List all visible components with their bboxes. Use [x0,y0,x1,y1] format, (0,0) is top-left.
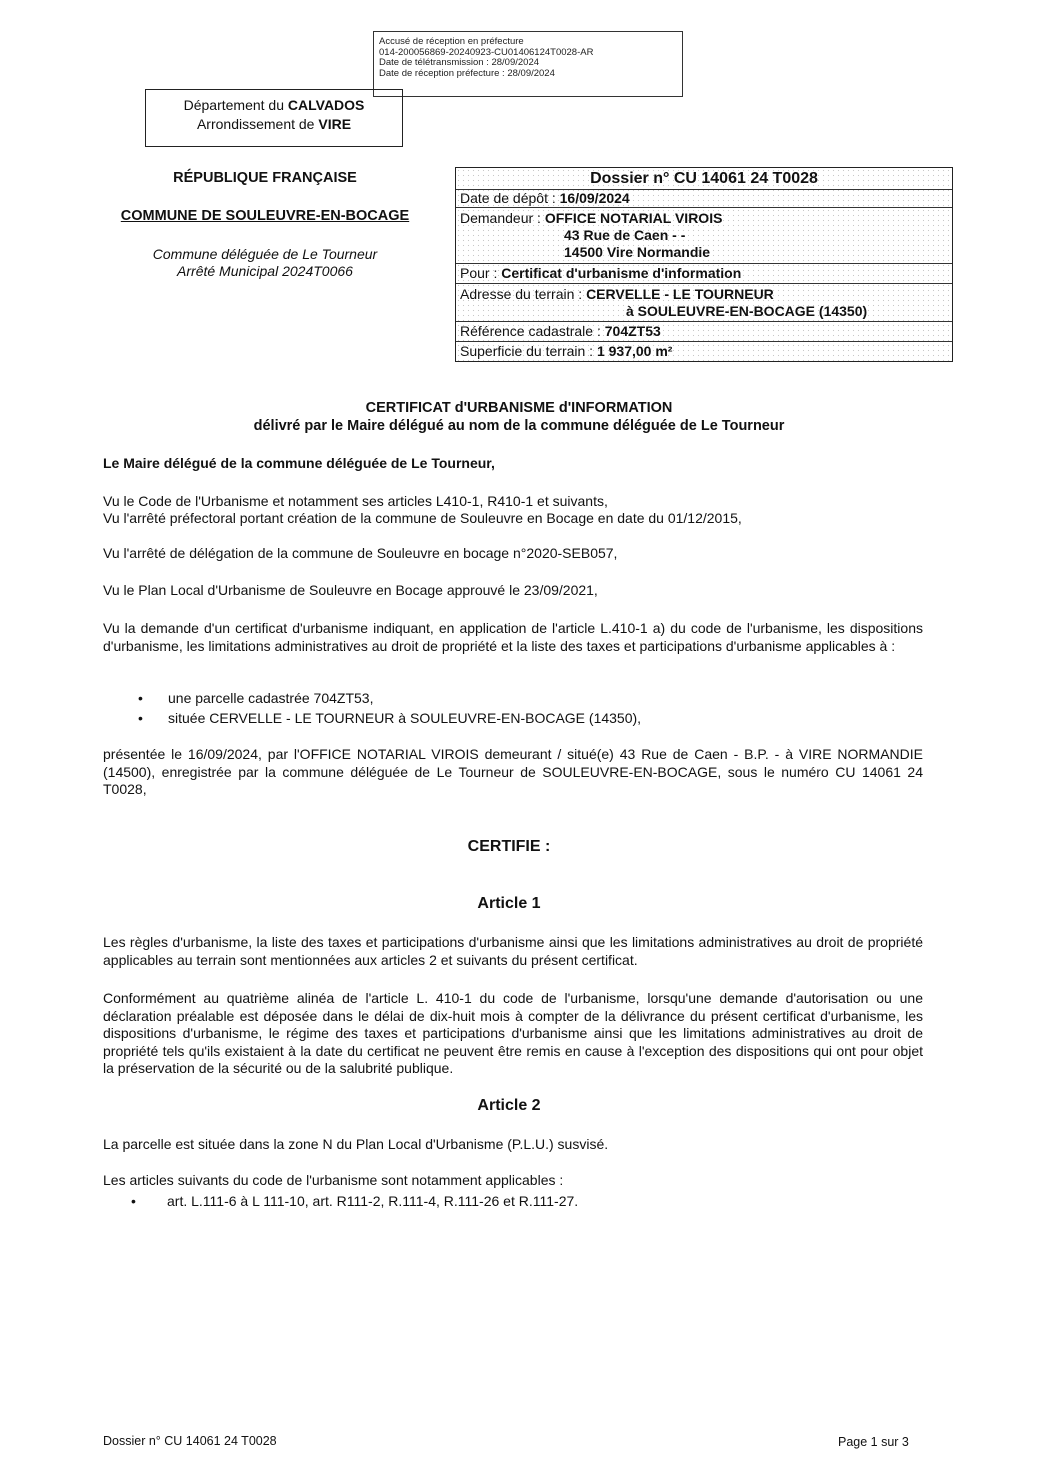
list-item-text: art. L.111-6 à L 111-10, art. R111-2, R.111-4, R.111-26 et R.111-27. [167,1193,579,1209]
maire-heading: Le Maire délégué de la commune déléguée de Le Tourneur, [103,455,495,471]
department-name: CALVADOS [287,97,365,113]
delegated-commune: Commune déléguée de Le Tourneur [152,246,378,262]
article-2-title: Article 2 [477,1097,541,1114]
article-1-title: Article 1 [477,895,541,912]
article-1-paragraph-2: Conformément au quatrième alinéa de l'article L. 410-1 du code de l'urbanisme, lorsqu'une demande d'autorisation ou une déclaration préalable est déposée dans le délai de dix-huit mois à compter de la délivrance du présent certificat d'urbanisme, les dispositions d'urbanisme, le régime des taxes et participations d'urbanisme ainsi que les limitations administratives au droit de propriété tels qu'ils existaient à la date du certificat ne peuvent être remis en cause à l'exception des dispositions qui ont pour objet la préservation de la sécurité ou de la salubrité publique. [103,990,923,1076]
certificate-title [0,399,1038,435]
vu-arrete-delegation: Vu l'arrêté de délégation de la commune de Souleuvre en bocage n°2020-SEB057, [103,545,618,561]
stamp-line: Date de réception préfecture : 28/09/2024 [379,67,555,79]
adresse-value-1: CERVELLE - LE TOURNEUR [586,286,774,302]
demandeur-address-2: 14500 Vire Normandie [564,244,711,260]
article-1-paragraph-1: Les règles d'urbanisme, la liste des taxes et participations d'urbanisme ainsi que les limitations administratives au droit de propriété applicables au terrain sont mentionnées aux articles 2 et suivants du présent certificat. [103,934,923,968]
department-prefix: Département du [183,97,288,113]
adresse-value-2: à SOULEUVRE-EN-BOCAGE (14350) [626,303,868,319]
demandeur-address-1: 43 Rue de Caen - - [564,227,686,243]
article-2-paragraph-1: La parcelle est située dans la zone N du Plan Local d'Urbanisme (P.L.U.) susvisé. [103,1136,609,1152]
reception-stamp [373,31,683,97]
footer-dossier: Dossier n° CU 14061 24 T0028 [103,1434,277,1448]
superficie-row [456,342,952,362]
list-item [138,690,373,707]
pour-row [456,264,952,284]
depot-value: 16/09/2024 [559,190,630,206]
arrondissement-name: VIRE [318,116,352,132]
department-box [145,89,403,147]
adresse-row [456,284,952,322]
list-item-text: située CERVELLE - LE TOURNEUR à SOULEUVRE-EN-BOCAGE (14350), [168,710,642,726]
vu-plu: Vu le Plan Local d'Urbanisme de Souleuvre en Bocage approuvé le 23/09/2021, [103,582,598,598]
page-number: Page 1 sur 3 [838,1435,909,1449]
demandeur-label: Demandeur : [460,210,545,226]
presentee-paragraph: présentée le 16/09/2024, par l'OFFICE NOTARIAL VIROIS demeurant / situé(e) 43 Rue de Caen - B.P. - à VIRE NORMANDIE (14500), enregistrée par la commune déléguée de Le Tourneur de SOULEUVRE-EN-BOCAGE, sous le numéro CU 14061 24 T0028, [103,746,923,797]
vu-code: Vu le Code de l'Urbanisme et notamment ses articles L410-1, R410-1 et suivants, [103,493,608,509]
republic-title: RÉPUBLIQUE FRANÇAISE [173,170,357,186]
list-item [138,710,641,727]
arrondissement-line [146,115,402,134]
commune-title: COMMUNE DE SOULEUVRE-EN-BOCAGE [120,208,410,224]
depot-label: Date de dépôt : [460,190,560,206]
delegated-commune-block [100,246,430,280]
dossier-title: Dossier n° CU 14061 24 T0028 [456,168,952,190]
reference-row [456,322,952,342]
list-item-text: une parcelle cadastrée 704ZT53, [168,690,374,706]
certifie-heading: CERTIFIE : [467,838,551,855]
depot-row [456,190,952,208]
stamp-line: Date de télétransmission : 28/09/2024 [379,57,540,68]
bullet-icon: • [131,1193,136,1209]
vu-demande: Vu la demande d'un certificat d'urbanisme indiquant, en application de l'article L.410-1 a) du code de l'urbanisme, les dispositions d'urbanisme, les limitations administratives au droit de propriété et la liste des taxes et participations d'urbanisme applicables à : [103,620,923,654]
certificate-title-line-2: délivré par le Maire délégué au nom de la commune déléguée de Le Tourneur [253,418,785,434]
bullet-icon: • [138,710,143,726]
article-2-paragraph-2: Les articles suivants du code de l'urbanisme sont notamment applicables : [103,1172,564,1188]
list-item [131,1193,578,1210]
superficie-value: 1 937,00 m² [596,343,673,359]
certificate-title-line-1: CERTIFICAT d'URBANISME d'INFORMATION [365,400,673,416]
demandeur-name: OFFICE NOTARIAL VIROIS [544,210,723,226]
pour-label: Pour : [460,265,502,281]
reference-value: 704ZT53 [604,323,661,339]
superficie-label: Superficie du terrain : [460,343,597,359]
stamp-line: 014-200056869-20240923-CU01406124T0028-AR [379,46,594,58]
vu-arrete-prefectoral: Vu l'arrêté préfectoral portant création de la commune de Souleuvre en Bocage en date du 01/12/2015, [103,510,742,526]
bullet-icon: • [138,690,143,706]
arrondissement-prefix: Arrondissement de [196,116,319,132]
demandeur-row [456,208,952,264]
department-line [146,96,402,115]
municipal-decree: Arrêté Municipal 2024T0066 [177,263,353,279]
pour-value: Certificat d'urbanisme d'information [501,265,742,281]
adresse-label: Adresse du terrain : [460,286,587,302]
reference-label: Référence cadastrale : [460,323,605,339]
stamp-line: Accusé de réception en préfecture [379,36,524,47]
dossier-box [455,167,953,362]
